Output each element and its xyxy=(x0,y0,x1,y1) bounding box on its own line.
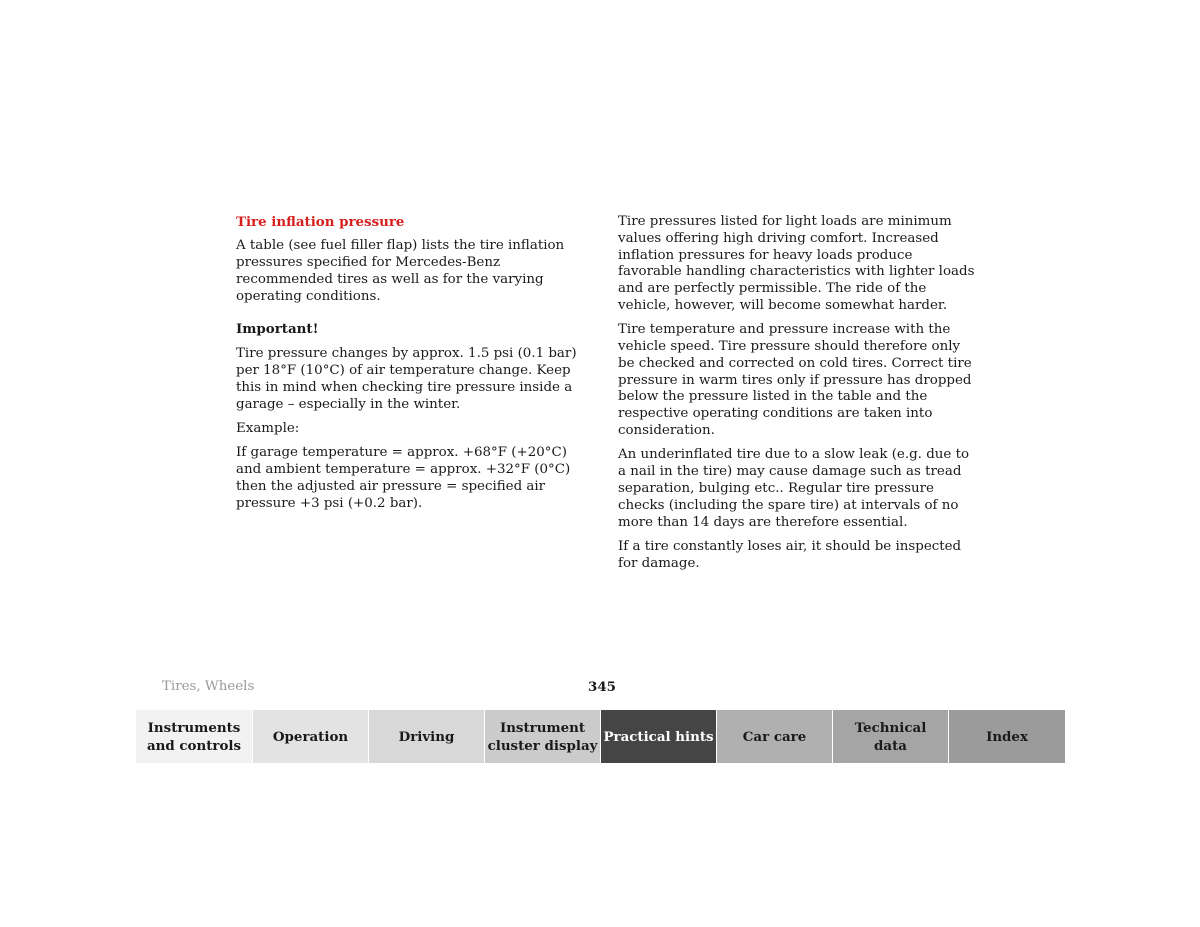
tab-operation[interactable]: Operation xyxy=(253,710,369,763)
temperature-paragraph: Tire temperature and pressure increase with the vehicle speed. Tire pressure should therefore only be checked and corrected on cold tires. Correct tire pressure in warm tires only if pressure has dropped below the pressure listed in the table and the respective operating conditions are taken into consideration. xyxy=(618,322,972,439)
page-number: 345 xyxy=(588,679,616,695)
light-loads-paragraph: Tire pressures listed for light loads are minimum values offering high driving comfort. Increased inflation pressures for heavy loads produce favorable handling characteristics with lighter loads and are perfectly permissible. The ride of the vehicle, however, will become somewhat harder. xyxy=(618,214,975,313)
important-heading: Important! xyxy=(236,321,319,338)
important-paragraph: Tire pressure changes by approx. 1.5 psi (0.1 bar) per 18°F (10°C) of air temperature change. Keep this in mind when checking tire pressure inside a garage – especially in the winter. xyxy=(236,346,577,412)
tab-instruments-and-controls[interactable]: Instruments and controls xyxy=(136,710,253,763)
example-label: Example: xyxy=(236,420,300,436)
tab-driving[interactable]: Driving xyxy=(369,710,485,763)
air-loss-paragraph: If a tire constantly loses air, it should be inspected for damage. xyxy=(618,538,962,571)
tab-technical-data[interactable]: Technical data xyxy=(833,710,949,763)
tab-index[interactable]: Index xyxy=(949,710,1065,763)
intro-paragraph: A table (see fuel filler flap) lists the tire inflation pressures specified for Mercedes-Benz recommended tires as well as for the varying operating conditions. xyxy=(236,238,565,304)
tab-car-care[interactable]: Car care xyxy=(717,710,833,763)
footer-section-label: Tires, Wheels xyxy=(162,679,255,694)
left-column xyxy=(236,214,581,520)
chapter-navigation xyxy=(136,710,1065,763)
tab-instrument-cluster-display[interactable]: Instrument cluster display xyxy=(485,710,601,763)
tab-practical-hints[interactable]: Practical hints xyxy=(601,710,717,763)
example-paragraph: If garage temperature = approx. +68°F (+20°C) and ambient temperature = approx. +32°F (0°C) then the adjusted air pressure = specified air pressure +3 psi (+0.2 bar). xyxy=(236,445,571,511)
right-column xyxy=(618,214,976,580)
underinflated-paragraph: An underinflated tire due to a slow leak (e.g. due to a nail in the tire) may cause damage such as tread separation, bulging etc.. Regular tire pressure checks (including the spare tire) at intervals of no more than 14 days are therefore essential. xyxy=(618,447,970,530)
section-title: Tire inflation pressure xyxy=(236,214,405,230)
